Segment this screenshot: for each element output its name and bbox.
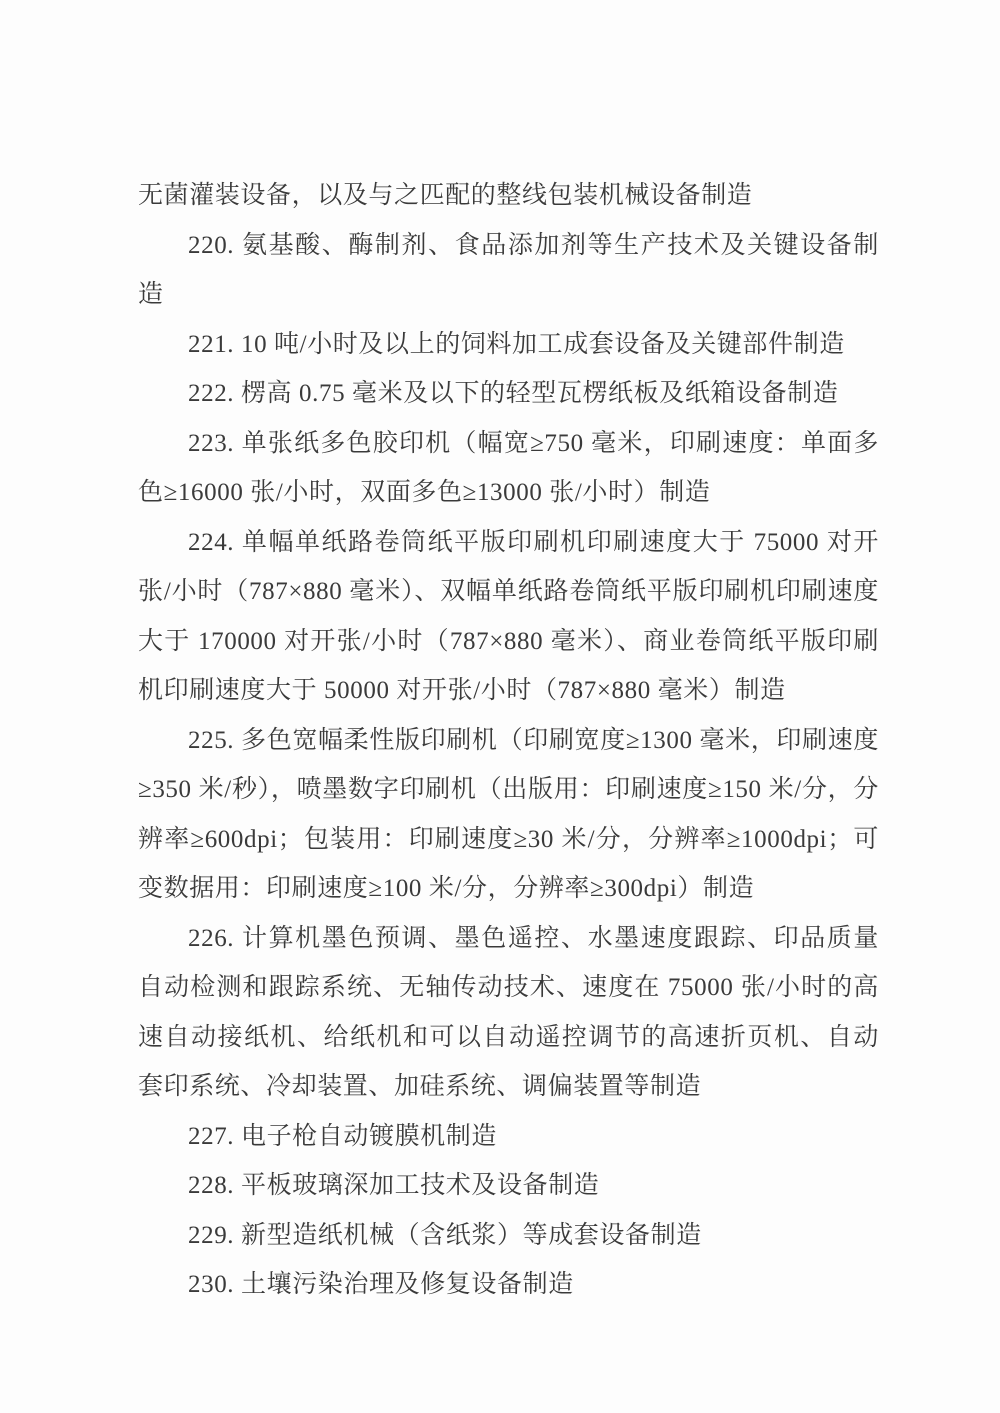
list-item-224: 224. 单幅单纸路卷筒纸平版印刷机印刷速度大于 75000 对开张/小时（787×880 毫米）、双幅单纸路卷筒纸平版印刷机印刷速度大于 170000 对开张/小时（787×880 毫米）、商业卷筒纸平版印刷机印刷速度大于 50000 对开张/小时（787×880 毫米）制造: [138, 528, 879, 704]
paragraph-continuation: 无菌灌装设备，以及与之匹配的整线包装机械设备制造: [138, 182, 753, 209]
list-item-222: 222. 楞高 0.75 毫米及以下的轻型瓦楞纸板及纸箱设备制造: [188, 380, 839, 407]
list-item-223: 223. 单张纸多色胶印机（幅宽≥750 毫米，印刷速度：单面多色≥16000 张/小时，双面多色≥13000 张/小时）制造: [138, 429, 879, 506]
list-item-221: 221. 10 吨/小时及以上的饲料加工成套设备及关键部件制造: [188, 330, 845, 358]
list-item-220: 220. 氨基酸、酶制剂、食品添加剂等生产技术及关键设备制造: [138, 231, 879, 308]
list-item-228: 228. 平板玻璃深加工技术及设备制造: [188, 1172, 600, 1199]
list-item-230: 230. 土壤污染治理及修复设备制造: [188, 1271, 574, 1298]
list-item-227: 227. 电子枪自动镀膜机制造: [188, 1122, 498, 1150]
list-item-226: 226. 计算机墨色预调、墨色遥控、水墨速度跟踪、印品质量自动检测和跟踪系统、无轴传动技术、速度在 75000 张/小时的高速自动接纸机、给纸机和可以自动遥控调节的高速折页机、自动套印系统、冷却装置、加硅系统、调偏装置等制造: [138, 924, 879, 1100]
list-item-229: 229. 新型造纸机械（含纸浆）等成套设备制造: [188, 1221, 702, 1249]
document-text-block: [138, 171, 879, 1310]
list-item-225: 225. 多色宽幅柔性版印刷机（印刷宽度≥1300 毫米，印刷速度≥350 米/秒），喷墨数字印刷机（出版用：印刷速度≥150 米/分，分辨率≥600dpi；包装用：印刷速度≥30 米/分，分辨率≥1000dpi；可变数据用：印刷速度≥100 米/分，分辨率≥300dpi）制造: [138, 726, 879, 902]
